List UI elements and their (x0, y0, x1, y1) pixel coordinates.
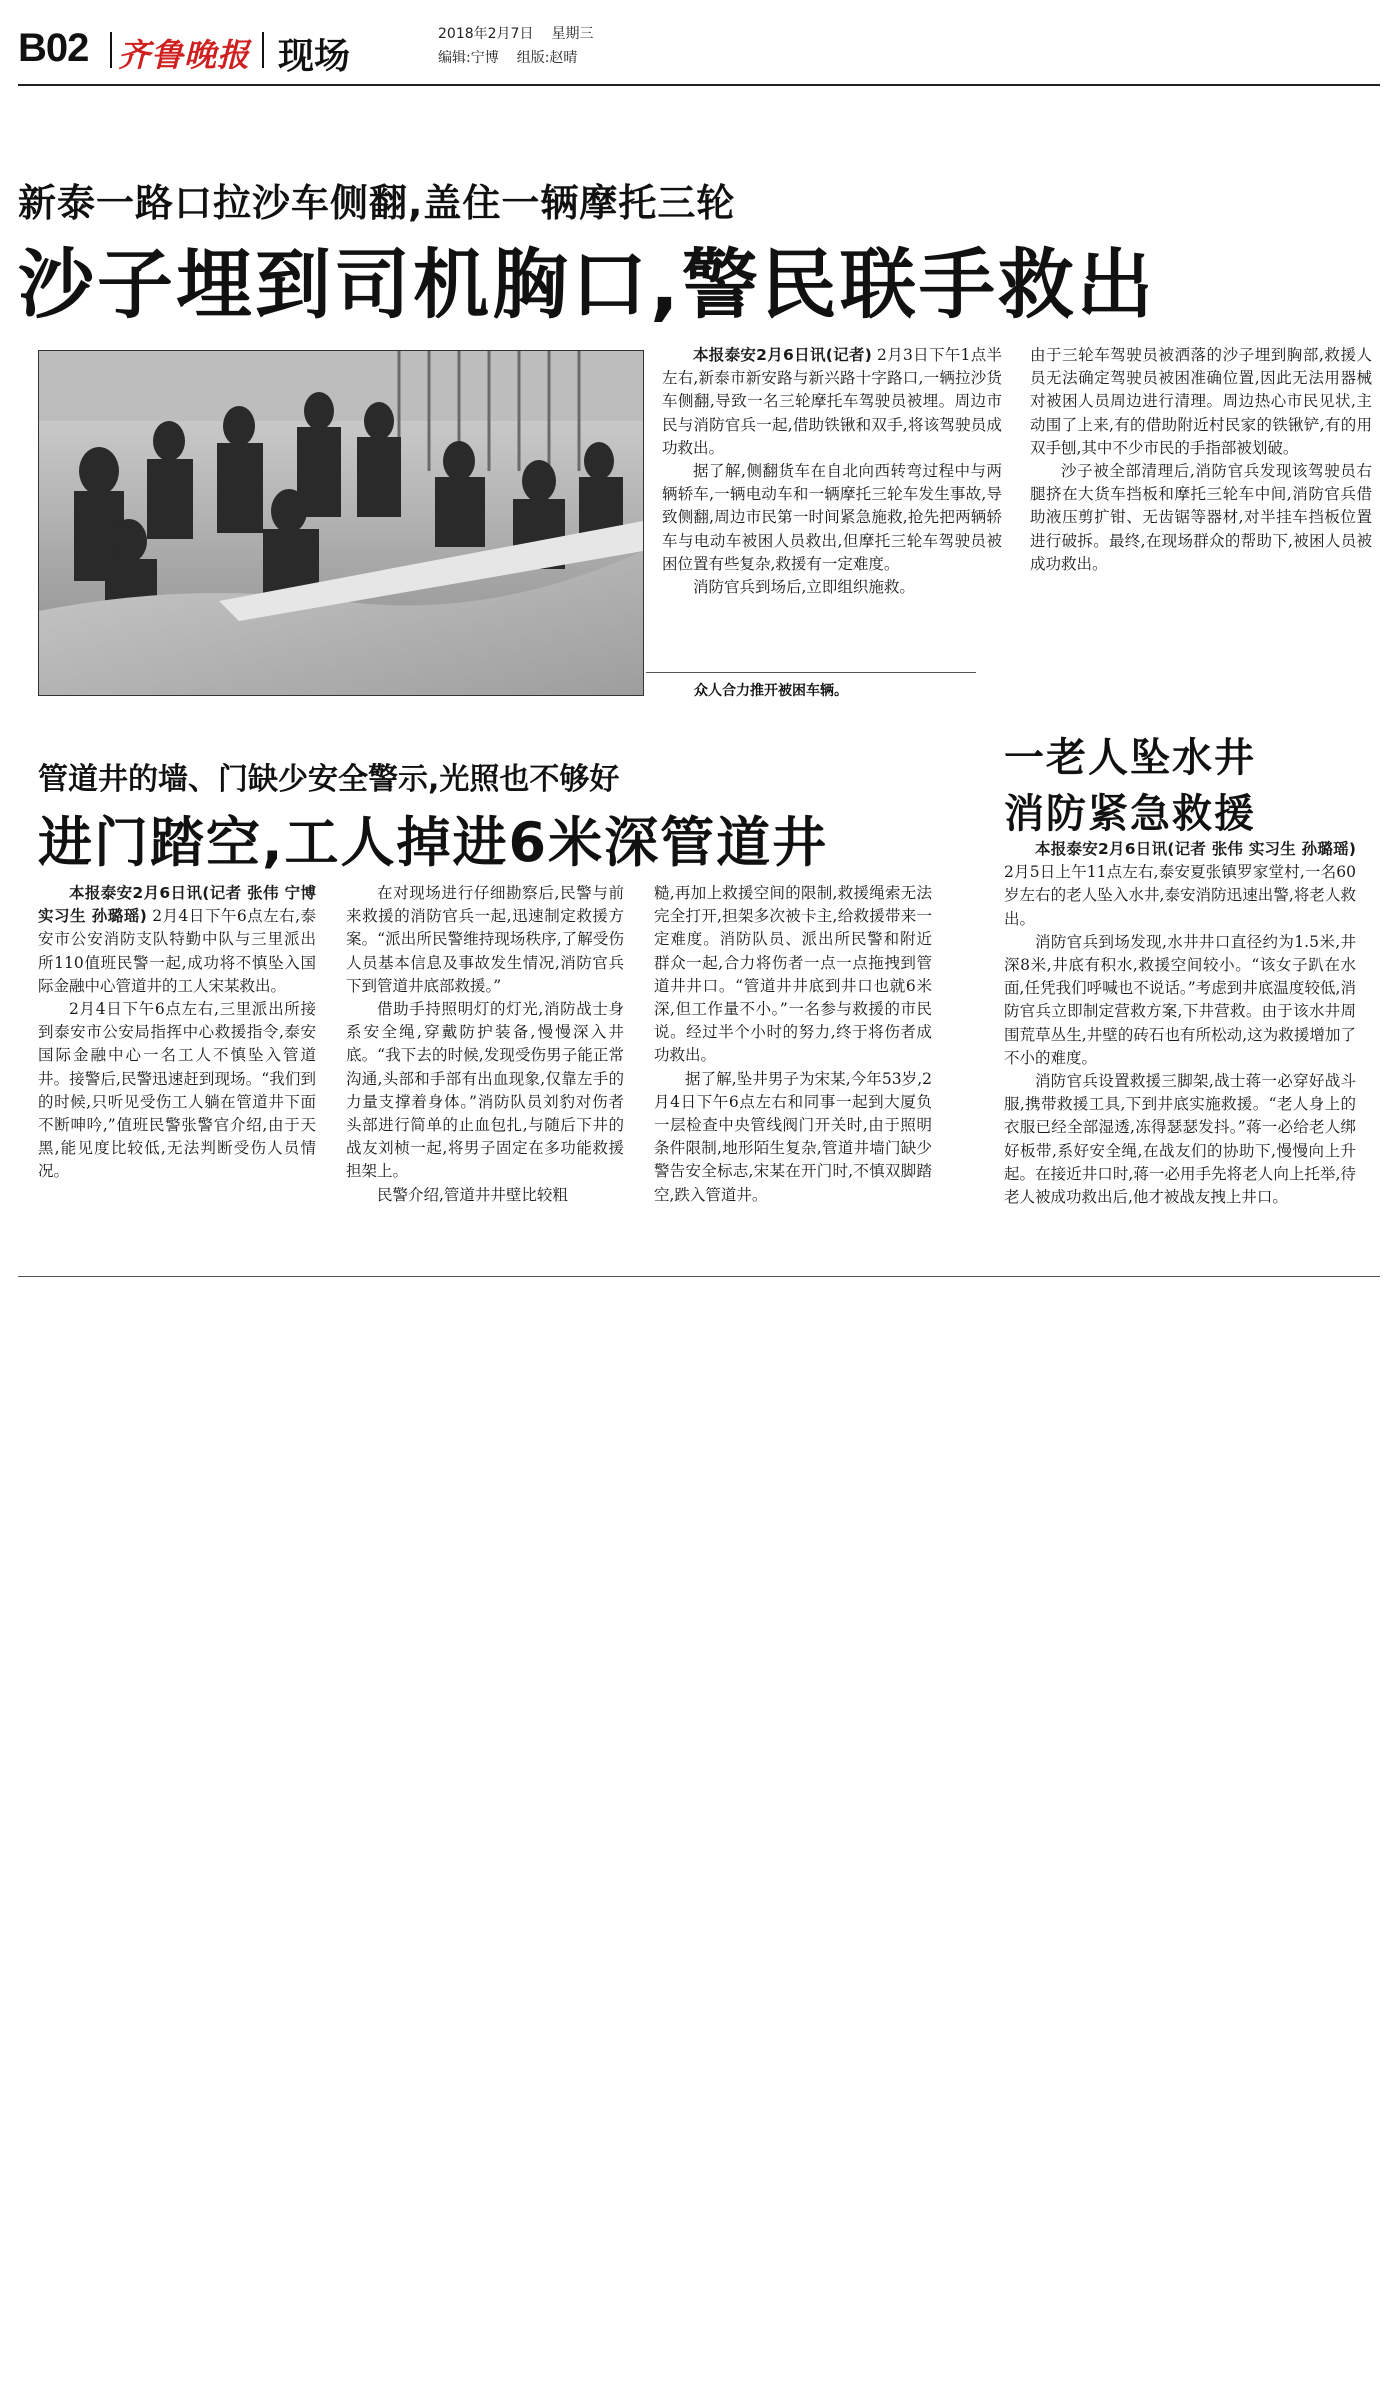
issue-weekday: 星期三 (551, 26, 594, 42)
story2-column-2 (346, 882, 624, 1207)
story2-headline: 进门踏空,工人掉进6米深管道井 (38, 811, 829, 874)
story3-column (1004, 838, 1356, 1209)
story1-byline: 本报泰安2月6日讯(记者) (693, 346, 872, 364)
caption-rule (646, 672, 976, 673)
issue-date: 2018年2月7日 (438, 26, 534, 42)
story2-column-3 (654, 882, 932, 1207)
story2-paragraph: 2月4日下午6点左右,三里派出所接到泰安市公安局指挥中心救援指令,泰安国际金融中心一名工人不慎坠入管道井。接警后,民警迅速赶到现场。“我们到的时候,只听见受伤工人躺在管道井下面不断呻吟,”值班民警张警官介绍,由于天黑,能见度比较低,无法判断受伤人员情况。 (38, 1000, 316, 1181)
story1-paragraph: 沙子被全部清理后,消防官兵发现该驾驶员右腿挤在大货车挡板和摩托三轮车中间,消防官兵借助液压剪扩钳、无齿锯等器材,对半挂车挡板位置进行破拆。最终,在现场群众的帮助下,被困人员被成功救出。 (1030, 462, 1372, 573)
rescue-scene-photo (39, 351, 643, 695)
story2-column-1 (38, 882, 316, 1184)
story2-paragraph: 借助手持照明灯的灯光,消防战士身系安全绳,穿戴防护装备,慢慢深入井底。“我下去的时候,发现受伤男子能正常沟通,头部和手部有出血现象,仅靠左手的力量支撑着身体。”消防队员刘豹对伤者头部进行简单的止血包扎,与随后下井的战友刘桢一起,将男子固定在多功能救援担架上。 (346, 1000, 624, 1181)
news-photo (38, 350, 644, 696)
story2-kicker: 管道井的墙、门缺少安全警示,光照也不够好 (38, 762, 620, 797)
story1-paragraph: 2月3日下午1点半左右,新泰市新安路与新兴路十字路口,一辆拉沙货车侧翻,导致一名三轮摩托车驾驶员被埋。周边市民与消防官兵一起,借助铁锹和双手,将该驾驶员成功救出。 (662, 346, 1002, 457)
story1-paragraph: 据了解,侧翻货车在自北向西转弯过程中与两辆轿车,一辆电动车和一辆摩托三轮车发生事故,导致侧翻,周边市民第一时间紧急施救,抢先把两辆轿车与电动车被困人员救出,但摩托三轮车驾驶员被困位置有些复杂,救援有一定难度。 (662, 462, 1002, 573)
story2-byline: 本报泰安2月6日讯(记者 张伟 宁博 实习生 孙璐瑶) (38, 884, 316, 926)
story1-headline: 沙子埋到司机胸口,警民联手救出 (18, 240, 1156, 329)
story1-column-1 (662, 344, 1002, 599)
story2-paragraph: 2月4日下午6点左右,泰安市公安消防支队特勤中队与三里派出所110值班民警一起,成功将不慎坠入国际金融中心管道井的工人宋某救出。 (38, 907, 316, 995)
story1-paragraph: 由于三轮车驾驶员被洒落的沙子埋到胸部,救援人员无法确定驾驶员被困准确位置,因此无法用器械对被困人员周边进行清理。周边热心市民见状,主动围了上来,有的借助附近村民家的铁锹铲,有的用双手刨,其中不少市民的手指部被划破。 (1030, 346, 1372, 457)
story1-kicker: 新泰一路口拉沙车侧翻,盖住一辆摩托三轮 (18, 181, 736, 225)
story3-headline (1004, 730, 1256, 842)
header-divider (110, 32, 112, 68)
bottom-rule (18, 1276, 1380, 1277)
newspaper-logo: 齐鲁晚报 (118, 36, 251, 74)
story1-paragraph: 消防官兵到场后,立即组织施救。 (693, 578, 915, 597)
story3-byline: 本报泰安2月6日讯(记者 张伟 实习生 孙璐瑶) (1035, 840, 1356, 858)
page-number: B02 (18, 26, 89, 70)
story2-paragraph: 民警介绍,管道井井壁比较粗 (377, 1185, 568, 1204)
page-header (18, 18, 1378, 78)
layout-credit: 组版:赵晴 (516, 50, 578, 66)
story3-paragraph: 消防官兵设置救援三脚架,战士蒋一必穿好战斗服,携带救援工具,下到井底实施救援。“老人身上的衣服已经全部湿透,冻得瑟瑟发抖。”蒋一必给老人绑好板带,系好安全绳,在战友们的协助下,慢慢向上升起。在接近井口时,蒋一必用手先将老人向上托举,待老人被成功救出后,他才被战友拽上井口。 (1004, 1072, 1356, 1207)
story2-paragraph: 据了解,坠井男子为宋某,今年53岁,2月4日下午6点左右和同事一起到大厦负一层检查中央管线阀门开关时,由于照明条件限制,地形陌生复杂,管道井墙门缺少警告安全标志,宋某在开门时,不慎双脚踏空,跌入管道井。 (654, 1069, 932, 1204)
section-title: 现场 (278, 36, 351, 77)
story1-column-2 (1030, 344, 1372, 576)
editor-credit: 编辑:宁博 (438, 50, 499, 66)
story3-paragraph: 消防官兵到场发现,水井井口直径约为1.5米,井深8米,井底有积水,救援空间较小。“该女子趴在水面,任凭我们呼喊也不说话。”考虑到井底温度较低,消防官兵立即制定营救方案,下井营救。由于该水井周围荒草丛生,井壁的砖石也有所松动,这为救援增加了不小的难度。 (1004, 932, 1356, 1067)
header-divider (262, 32, 264, 68)
header-meta (438, 22, 611, 70)
story3-headline-line: 消防紧急救援 (1004, 791, 1256, 837)
header-rule (18, 84, 1380, 86)
story3-headline-line: 一老人坠水井 (1004, 735, 1256, 781)
story2-paragraph: 糙,再加上救援空间的限制,救援绳索无法完全打开,担架多次被卡主,给救援带来一定难度。消防队员、派出所民警和附近群众一起,合力将伤者一点一点拖拽到管道井井口。“管道井井底到井口也就6米深,但工作量不小。”一名参与救援的市民说。经过半个小时的努力,终于将伤者成功救出。 (654, 884, 932, 1065)
story3-paragraph: 2月5日上午11点左右,泰安夏张镇罗家堂村,一名60岁左右的老人坠入水井,泰安消防迅速出警,将老人救出。 (1004, 863, 1356, 928)
photo-caption: 众人合力推开被困车辆。 (694, 683, 848, 699)
story2-paragraph: 在对现场进行仔细勘察后,民警与前来救援的消防官兵一起,迅速制定救援方案。“派出所民警维持现场秩序,了解受伤人员基本信息及事故发生情况,消防官兵下到管道井底部救援。” (346, 884, 624, 995)
